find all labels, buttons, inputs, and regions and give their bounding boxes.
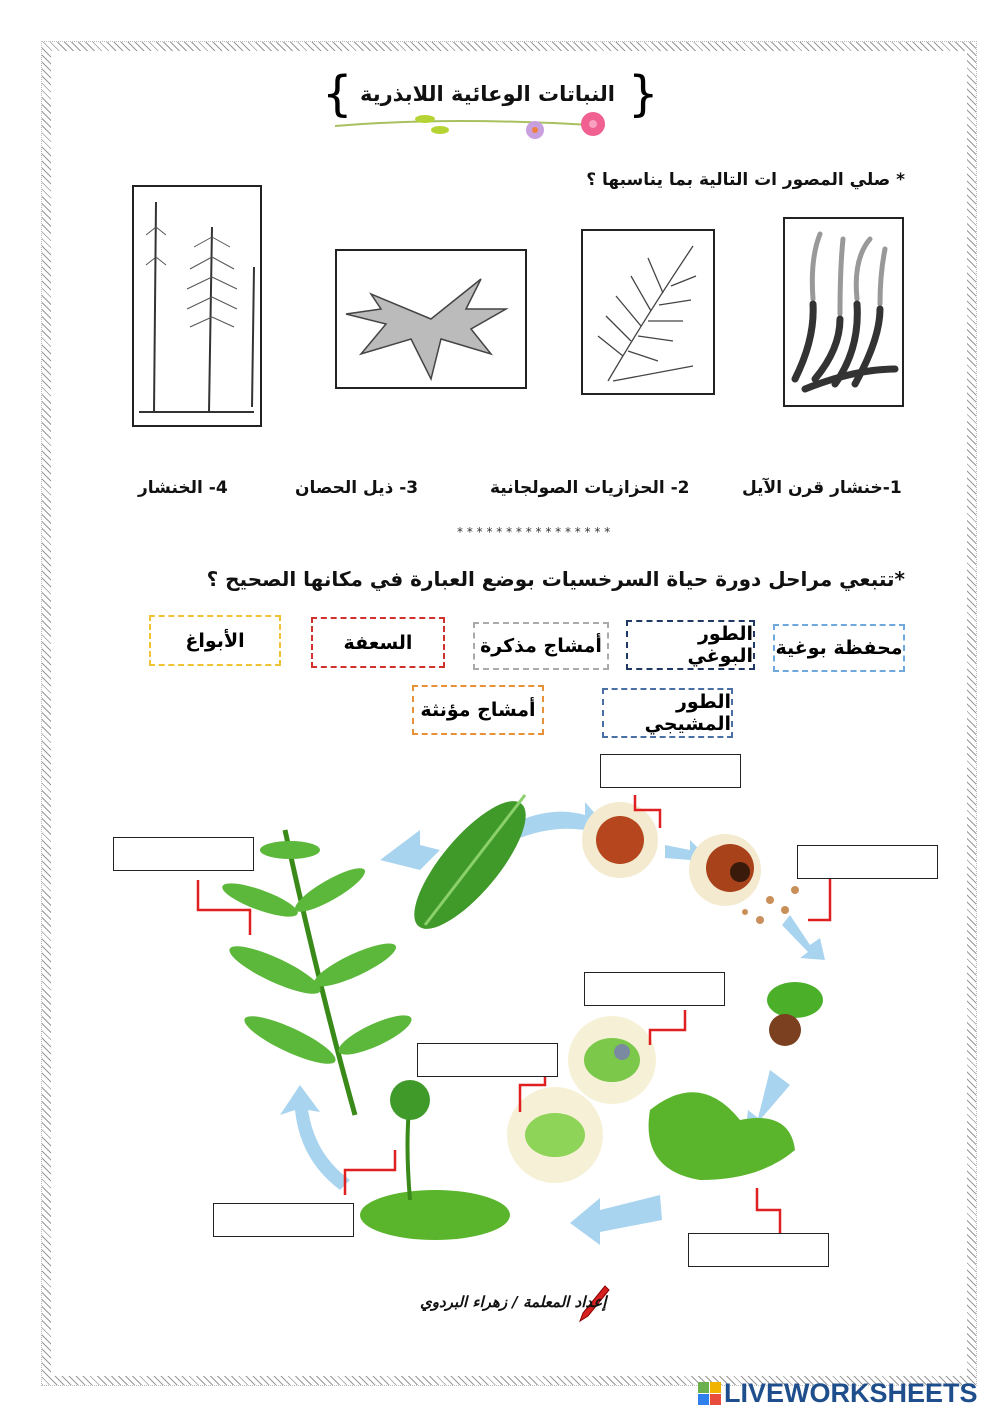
young-sporophyte-icon — [360, 1080, 510, 1240]
answer-box-3[interactable] — [797, 845, 938, 879]
gametophyte-prothallus-icon — [649, 1092, 795, 1180]
fern-plant-icon — [219, 830, 416, 1115]
answer-box-5[interactable] — [417, 1043, 558, 1077]
answer-box-1[interactable] — [600, 754, 741, 788]
page-title: النباتات الوعائية اللابذرية — [359, 82, 615, 106]
brand-name: LIVEWORKSHEETS — [724, 1378, 978, 1408]
chip-gametophyte[interactable]: الطور المشيجي — [602, 688, 733, 738]
chip-frond[interactable]: السعفة — [311, 617, 445, 668]
option-2: 2- الحزازيات الصولجانية — [490, 478, 690, 498]
fern-frond-drawing-image[interactable] — [581, 229, 715, 395]
question-2-prompt: *تتبعي مراحل دورة حياة السرخسيات بوضع العبارة في مكانها الصحيح ؟ — [206, 567, 905, 591]
young-gametophyte-icon — [767, 982, 823, 1046]
archegonium-icon — [568, 1016, 656, 1104]
left-brace: { — [322, 66, 353, 122]
antheridium-icon — [507, 1087, 603, 1183]
chip-male-gametes[interactable]: أمشاج مذكرة — [473, 622, 609, 670]
chip-sporangium[interactable]: محفظة بوغية — [773, 624, 905, 672]
liveworksheets-logo — [698, 1378, 978, 1409]
horsetail-image[interactable] — [132, 185, 262, 427]
answer-box-4[interactable] — [584, 972, 725, 1006]
chip-spores[interactable]: الأبواغ — [149, 615, 281, 666]
logo-blocks-icon — [698, 1382, 721, 1405]
answer-box-7[interactable] — [688, 1233, 829, 1267]
chip-sporophyte[interactable]: الطور البوغي — [626, 620, 755, 670]
fern-life-cycle-diagram — [0, 740, 1000, 1260]
club-moss-cluster-image[interactable] — [335, 249, 527, 389]
author-credit: إعداد المعلمة / زهراء البردوي — [420, 1293, 607, 1311]
option-3: 3- ذيل الحصان — [295, 478, 419, 498]
chip-female-gametes[interactable]: أمشاج مؤنثة — [412, 685, 544, 735]
option-1: 1-خنشار قرن الآيل — [742, 478, 902, 498]
answer-box-6[interactable] — [213, 1203, 354, 1237]
staghorn-clubmoss-image[interactable] — [783, 217, 904, 407]
sporangium-icon — [582, 802, 799, 924]
flower-decoration-icon — [335, 112, 635, 140]
answer-box-2[interactable] — [113, 837, 254, 871]
separator: * * * * * * * * * * * * * * * * — [457, 525, 611, 539]
right-brace: } — [628, 66, 659, 122]
question-1-prompt: * صلي المصور ات التالية بما يناسبها ؟ — [586, 170, 905, 190]
option-4: 4- الخنشار — [138, 478, 228, 498]
